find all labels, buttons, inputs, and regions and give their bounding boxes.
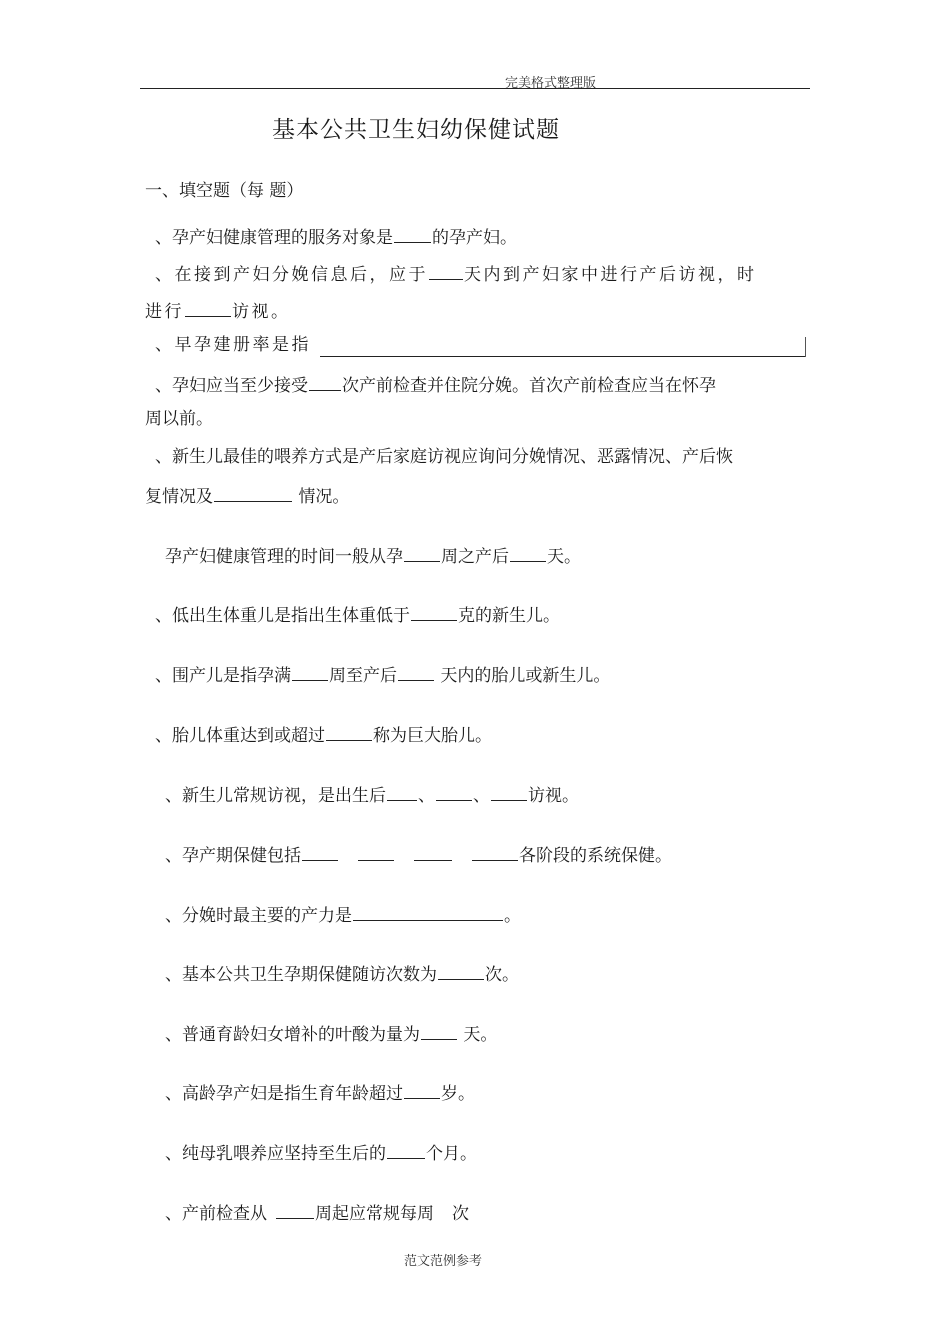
q8-text-a: 、围产儿是指孕满	[155, 666, 291, 686]
q15-blank[interactable]	[404, 1080, 440, 1099]
q17-blank[interactable]	[276, 1200, 314, 1219]
q12-blank[interactable]	[353, 902, 503, 921]
footer-label: 范文范例参考	[404, 1254, 483, 1269]
q14-text-b: 天。	[458, 1025, 498, 1045]
q2-text-b: 天内到产妇家中进行产后访视，时	[464, 265, 757, 285]
q15-text-b: 岁。	[441, 1084, 475, 1104]
q4-text-b: 次产前检查并住院分娩。首次产前检查应当在怀孕	[342, 376, 716, 396]
q4-text-a: 、孕妇应当至少接受	[155, 376, 308, 396]
q15-text-a: 、高龄孕产妇是指生育年龄超过	[165, 1084, 403, 1104]
question-7	[155, 602, 560, 627]
question-16	[165, 1140, 477, 1165]
q16-blank[interactable]	[387, 1140, 425, 1159]
question-4-cont	[145, 408, 213, 430]
q6-blank-1[interactable]	[404, 543, 440, 562]
q13-text-a: 、基本公共卫生孕期保健随访次数为	[165, 965, 437, 985]
question-2	[155, 261, 757, 286]
q16-text-a: 、纯母乳喂养应坚持至生后的	[165, 1144, 386, 1164]
q12-text-b: 。	[504, 906, 521, 926]
question-11	[165, 842, 672, 867]
q11-text-a: 、孕产期保健包括	[165, 846, 301, 866]
q5-blank[interactable]	[214, 483, 292, 502]
question-14	[165, 1021, 497, 1046]
q16-text-b: 个月。	[426, 1144, 477, 1164]
q10-text-a: 、新生儿常规访视，是出生后	[165, 786, 386, 806]
q17-text-c: 次	[452, 1204, 469, 1224]
q10-blank-2[interactable]	[436, 782, 472, 801]
q14-blank[interactable]	[421, 1021, 457, 1040]
q8-text-c: 天内的胎儿或新生儿。	[435, 666, 611, 686]
q7-text-a: 、低出生体重儿是指出生体重低于	[155, 606, 410, 626]
q2-text-d: 访视。	[232, 302, 291, 322]
q14-text-a: 、普通育龄妇女增补的叶酸为量为	[165, 1025, 420, 1045]
q2-text-c: 进行	[145, 302, 184, 322]
q10-blank-3[interactable]	[491, 782, 527, 801]
question-12	[165, 902, 521, 927]
question-3	[155, 334, 311, 356]
q3-text-a: 、早孕建册率是指	[155, 335, 311, 355]
q6-text-c: 天。	[547, 547, 581, 567]
question-17	[165, 1200, 469, 1225]
q11-blank-3[interactable]	[414, 842, 452, 861]
q6-blank-2[interactable]	[510, 543, 546, 562]
question-2-cont	[145, 298, 291, 323]
q17-text-b: 周起应常规每周	[315, 1204, 434, 1224]
q8-blank-1[interactable]	[292, 662, 328, 681]
q3-blank[interactable]	[320, 356, 806, 357]
question-8	[155, 662, 610, 687]
q5-text-a: 、新生儿最佳的喂养方式是产后家庭访视应询问分娩情况、恶露情况、产后恢	[155, 447, 733, 467]
q4-text-c: 周以前。	[145, 409, 213, 429]
q2-blank-2[interactable]	[185, 298, 231, 317]
q8-blank-2[interactable]	[398, 662, 434, 681]
q7-blank[interactable]	[411, 602, 457, 621]
q9-text-a: 、胎儿体重达到或超过	[155, 726, 325, 746]
q8-text-b: 周至产后	[329, 666, 397, 686]
q13-text-b: 次。	[485, 965, 519, 985]
q12-text-a: 、分娩时最主要的产力是	[165, 906, 352, 926]
q3-blank-end	[805, 337, 806, 357]
question-9	[155, 722, 492, 747]
q7-text-b: 克的新生儿。	[458, 606, 560, 626]
q9-blank[interactable]	[326, 722, 372, 741]
q10-text-b: 访视。	[528, 786, 579, 806]
q11-text-b: 各阶段的系统保健。	[519, 846, 672, 866]
question-10	[165, 782, 579, 807]
question-13	[165, 961, 519, 986]
q5-text-b: 复情况及	[145, 487, 213, 507]
q10-blank-1[interactable]	[387, 782, 417, 801]
question-5-cont	[145, 483, 349, 508]
q1-text-a: 、孕产妇健康管理的服务对象是	[155, 228, 393, 248]
question-1	[155, 224, 517, 249]
question-4	[155, 372, 716, 397]
q1-blank[interactable]	[394, 224, 431, 243]
q6-text-b: 周之产后	[441, 547, 509, 567]
header-rule	[140, 88, 810, 89]
q13-blank[interactable]	[438, 961, 484, 980]
q11-blank-2[interactable]	[358, 842, 394, 861]
question-5	[155, 446, 733, 468]
q2-text-a: 、在接到产妇分娩信息后，应于	[155, 265, 428, 285]
q1-text-b: 的孕产妇。	[432, 228, 517, 248]
q4-blank[interactable]	[309, 372, 341, 391]
q11-blank-4[interactable]	[472, 842, 518, 861]
question-15	[165, 1080, 475, 1105]
page-title: 基本公共卫生妇幼保健试题	[272, 117, 560, 143]
q2-blank-1[interactable]	[429, 261, 463, 280]
q10-sep-1: 、	[418, 786, 435, 806]
header-label: 完美格式整理版	[505, 76, 597, 91]
q10-sep-2: 、	[473, 786, 490, 806]
q11-blank-1[interactable]	[302, 842, 338, 861]
question-6	[165, 543, 581, 568]
q6-text-a: 孕产妇健康管理的时间一般从孕	[165, 547, 403, 567]
section-heading: 一、填空题（每 题）	[145, 181, 304, 201]
q5-text-c: 情况。	[293, 487, 350, 507]
q17-text-a: 、产前检查从	[165, 1204, 267, 1224]
q9-text-b: 称为巨大胎儿。	[373, 726, 492, 746]
